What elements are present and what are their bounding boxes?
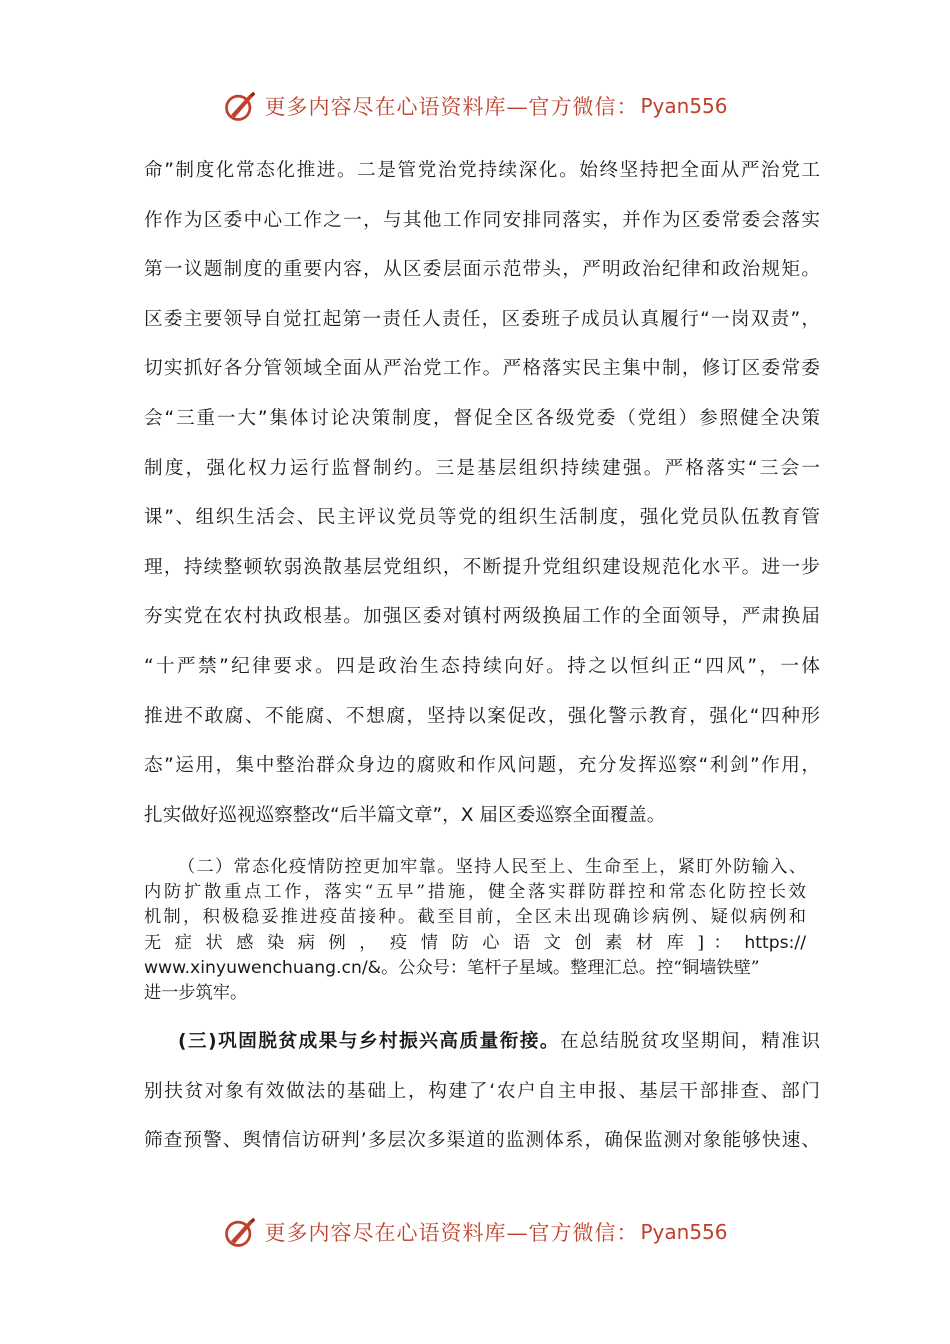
section-two-line: （二）常态化疫情防控更加牢靠。坚持人民至上、生命至上，紧盯外防输入、 — [178, 857, 806, 877]
section-two-text: 无 症 状 感 染 病 例 ， 疫 情 防 心 语 文 创 素 材 库 ] ： — [144, 932, 735, 953]
text-line: 切实抓好各分管领域全面从严治党工作。严格落实民主集中制，修订区委常委 — [144, 358, 820, 380]
text-line: 态”运用，集中整治群众身边的腐败和作风问题，充分发挥巡察“利剑”作用， — [144, 755, 820, 777]
section-two-line: 进一步筑牢。 — [144, 982, 248, 1003]
text-line: 区委主要领导自觉扛起第一责任人责任，区委班子成员认真履行“一岗双责”， — [144, 308, 820, 330]
text-line: 命”制度化常态化推进。二是管党治党持续深化。始终坚持把全面从严治党工 — [144, 160, 820, 181]
text-line: 理，持续整顿软弱涣散基层党组织，不断提升党组织建设规范化水平。进一步 — [144, 556, 820, 578]
pen-circle-logo-icon — [222, 88, 258, 124]
text-line: 会“三重一大”集体讨论决策制度，督促全区各级党委（党组）参照健全决策 — [144, 407, 820, 429]
section-two-line — [144, 931, 806, 956]
text-line: 筛查预警、舆情信访研判’多层次多渠道的监测体系，确保监测对象能够快速、 — [144, 1130, 820, 1152]
text-line: 别扶贫对象有效做法的基础上，构建了‘农户自主申报、基层干部排查、部门 — [144, 1080, 820, 1102]
footer-banner-text: 更多内容尽在心语资料库—官方微信： — [264, 1221, 639, 1245]
section-two-line — [144, 956, 806, 981]
footer-banner — [0, 1210, 950, 1254]
paragraph-one — [144, 146, 820, 840]
source-url-link[interactable]: www.xinyuwenchuang.cn/& — [144, 957, 382, 978]
text-line: 课”、组织生活会、民主评议党员等党的组织生活制度，强化党员队伍教育管 — [144, 507, 820, 529]
section-two-line: 内防扩散重点工作，落实“五早”措施，健全落实群防群控和常态化防控长效 — [144, 882, 806, 903]
section-three — [144, 1017, 820, 1166]
footer-banner-handle: Pyan556 — [640, 1220, 728, 1244]
source-url-link[interactable]: https:// — [744, 932, 806, 953]
pen-circle-logo-icon — [222, 1214, 258, 1250]
text-line: 制度，强化权力运行监督制约。三是基层组织持续建强。严格落实“三会一 — [144, 457, 820, 479]
section-three-text: 在总结脱贫攻坚期间，精准识 — [560, 1031, 820, 1052]
header-banner-text: 更多内容尽在心语资料库—官方微信： — [264, 95, 639, 119]
text-line: 第一议题制度的重要内容，从区委层面示范带头，严明政治纪律和政治规矩。 — [144, 259, 820, 281]
text-line: 推进不敢腐、不能腐、不想腐，坚持以案促改，强化警示教育，强化“四种形 — [144, 705, 820, 727]
section-two — [144, 855, 806, 1006]
header-banner — [0, 84, 950, 128]
section-two-text: 。公众号：笔杆子星域。整理汇总。控“铜墙铁壁” — [381, 957, 760, 978]
section-two-line: 机制，积极稳妥推进疫苗接种。截至目前，全区未出现确诊病例、疑似病例和 — [144, 907, 806, 928]
section-three-heading: (三)巩固脱贫成果与乡村振兴高质量衔接。 — [178, 1031, 561, 1052]
text-line: 扎实做好巡视巡察整改“后半篇文章”，X 届区委巡察全面覆盖。 — [144, 804, 666, 826]
text-line: 夯实党在农村执政根基。加强区委对镇村两级换届工作的全面领导，严肃换届 — [144, 606, 820, 628]
text-line: 作作为区委中心工作之一，与其他工作同安排同落实，并作为区委常委会落实 — [144, 209, 820, 231]
header-banner-handle: Pyan556 — [640, 94, 728, 118]
text-line — [144, 1017, 820, 1067]
text-line: “十严禁”纪律要求。四是政治生态持续向好。持之以恒纠正“四风”，一体 — [144, 655, 820, 677]
